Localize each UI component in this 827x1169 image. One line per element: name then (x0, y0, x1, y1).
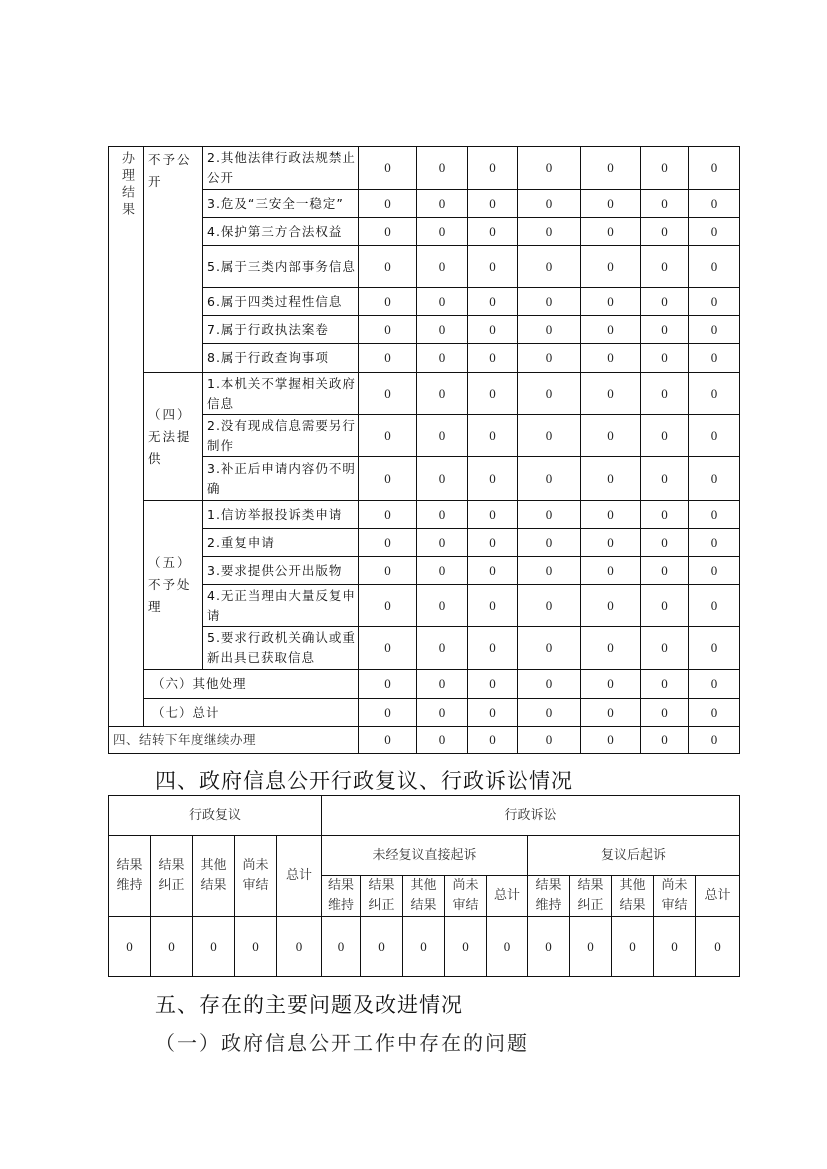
value-cell: 0 (640, 372, 689, 415)
row-label: 3.补正后申请内容仍不明确 (202, 456, 359, 501)
value-cell: 0 (580, 146, 641, 190)
section-4-title: 四、政府信息公开行政复议、行政诉讼情况 (155, 769, 573, 793)
value-cell: 0 (580, 287, 641, 316)
value-cell: 0 (640, 500, 689, 529)
value-cell: 0 (640, 315, 689, 344)
value-cell: 0 (358, 414, 417, 457)
value-cell: 0 (416, 528, 468, 557)
carryover-label: 四、结转下年度继续办理 (108, 726, 359, 754)
value-cell: 0 (580, 343, 641, 373)
value-cell: 0 (580, 726, 641, 754)
value-cell: 0 (517, 626, 581, 670)
value-cell: 0 (580, 556, 641, 585)
row-label: 2.其他法律行政法规禁止公开 (202, 146, 359, 190)
value-cell: 0 (358, 528, 417, 557)
value-cell: 0 (416, 500, 468, 529)
row-label: 3.危及“三安全一稳定” (202, 189, 359, 218)
summary-row-label: （七）总计 (143, 698, 359, 727)
value-cell: 0 (517, 414, 581, 457)
value-cell: 0 (580, 626, 641, 670)
value-cell: 0 (688, 500, 740, 529)
value-cell: 0 (695, 916, 740, 977)
value-cell: 0 (517, 217, 581, 246)
section-5-title: 五、存在的主要问题及改进情况 (155, 993, 463, 1017)
value-cell: 0 (416, 189, 468, 218)
value-cell: 0 (640, 626, 689, 670)
group-label-cell (108, 146, 144, 727)
value-cell: 0 (467, 146, 518, 190)
litigation-subheader: 其他结果 (402, 875, 445, 917)
value-cell: 0 (688, 245, 740, 288)
value-cell: 0 (358, 189, 417, 218)
value-cell: 0 (467, 500, 518, 529)
value-cell: 0 (108, 916, 151, 977)
row-label: 4.无正当理由大量反复申请 (202, 584, 359, 627)
value-cell: 0 (321, 916, 361, 977)
value-cell: 0 (358, 287, 417, 316)
value-cell: 0 (416, 146, 468, 190)
value-cell: 0 (467, 698, 518, 727)
value-cell: 0 (640, 414, 689, 457)
row-label: 5.属于三类内部事务信息 (202, 245, 359, 288)
value-cell: 0 (517, 456, 581, 501)
row-label: 2.没有现成信息需要另行制作 (202, 414, 359, 457)
value-cell: 0 (444, 916, 487, 977)
review-subheader: 结果纠正 (150, 835, 193, 917)
section-label-1: （四）无法提供 (143, 372, 203, 501)
review-subheader: 尚未审结 (234, 835, 277, 917)
value-cell: 0 (416, 698, 468, 727)
value-cell: 0 (640, 217, 689, 246)
litigation-subheader: 尚未审结 (653, 875, 696, 917)
value-cell: 0 (467, 372, 518, 415)
value-cell: 0 (653, 916, 696, 977)
section-label-0: 不予公开 (143, 146, 203, 373)
value-cell: 0 (688, 315, 740, 344)
value-cell: 0 (416, 372, 468, 415)
value-cell: 0 (688, 372, 740, 415)
row-label: 1.信访举报投诉类申请 (202, 500, 359, 529)
value-cell: 0 (234, 916, 277, 977)
value-cell: 0 (688, 698, 740, 727)
value-cell: 0 (358, 456, 417, 501)
value-cell: 0 (688, 669, 740, 699)
value-cell: 0 (467, 528, 518, 557)
value-cell: 0 (416, 287, 468, 316)
value-cell: 0 (688, 343, 740, 373)
value-cell: 0 (402, 916, 445, 977)
value-cell: 0 (360, 916, 403, 977)
value-cell: 0 (467, 245, 518, 288)
value-cell: 0 (276, 916, 322, 977)
value-cell: 0 (580, 414, 641, 457)
value-cell: 0 (416, 315, 468, 344)
value-cell: 0 (192, 916, 235, 977)
row-label: 6.属于四类过程性信息 (202, 287, 359, 316)
litigation-subheader: 其他结果 (611, 875, 654, 917)
value-cell: 0 (688, 189, 740, 218)
value-cell: 0 (416, 245, 468, 288)
value-cell: 0 (358, 217, 417, 246)
value-cell: 0 (640, 528, 689, 557)
value-cell: 0 (688, 456, 740, 501)
value-cell: 0 (640, 669, 689, 699)
direct-suit-header: 未经复议直接起诉 (321, 835, 528, 876)
value-cell: 0 (467, 556, 518, 585)
value-cell: 0 (517, 726, 581, 754)
litigation-header: 行政诉讼 (321, 795, 740, 836)
value-cell: 0 (517, 500, 581, 529)
section-label-2: （五）不予处理 (143, 500, 203, 670)
value-cell: 0 (580, 372, 641, 415)
value-cell: 0 (358, 146, 417, 190)
value-cell: 0 (416, 584, 468, 627)
value-cell: 0 (358, 372, 417, 415)
value-cell: 0 (580, 500, 641, 529)
group-label: 办理结果 (119, 151, 134, 219)
value-cell: 0 (688, 528, 740, 557)
value-cell: 0 (517, 245, 581, 288)
value-cell: 0 (358, 245, 417, 288)
value-cell: 0 (467, 217, 518, 246)
value-cell: 0 (416, 556, 468, 585)
value-cell: 0 (358, 726, 417, 754)
value-cell: 0 (416, 456, 468, 501)
value-cell: 0 (467, 287, 518, 316)
value-cell: 0 (688, 217, 740, 246)
value-cell: 0 (358, 669, 417, 699)
value-cell: 0 (467, 726, 518, 754)
row-label: 1.本机关不掌握相关政府信息 (202, 372, 359, 415)
litigation-subheader: 结果维持 (321, 875, 361, 917)
value-cell: 0 (569, 916, 612, 977)
value-cell: 0 (580, 456, 641, 501)
value-cell: 0 (467, 414, 518, 457)
review-subheader: 其他结果 (192, 835, 235, 917)
litigation-subheader: 结果纠正 (569, 875, 612, 917)
value-cell: 0 (416, 217, 468, 246)
row-label: 7.属于行政执法案卷 (202, 315, 359, 344)
value-cell: 0 (527, 916, 570, 977)
value-cell: 0 (640, 726, 689, 754)
value-cell: 0 (517, 669, 581, 699)
section-5-subtitle: （一）政府信息公开工作中存在的问题 (155, 1031, 529, 1055)
value-cell: 0 (640, 146, 689, 190)
value-cell: 0 (517, 189, 581, 218)
value-cell: 0 (358, 343, 417, 373)
value-cell: 0 (358, 556, 417, 585)
value-cell: 0 (640, 584, 689, 627)
value-cell: 0 (150, 916, 193, 977)
after-review-suit-header: 复议后起诉 (527, 835, 740, 876)
value-cell: 0 (416, 414, 468, 457)
litigation-subheader: 结果维持 (527, 875, 570, 917)
value-cell: 0 (688, 626, 740, 670)
value-cell: 0 (517, 287, 581, 316)
row-label: 2.重复申请 (202, 528, 359, 557)
value-cell: 0 (688, 556, 740, 585)
value-cell: 0 (580, 528, 641, 557)
value-cell: 0 (486, 916, 528, 977)
value-cell: 0 (517, 146, 581, 190)
value-cell: 0 (580, 315, 641, 344)
value-cell: 0 (640, 698, 689, 727)
value-cell: 0 (640, 189, 689, 218)
value-cell: 0 (467, 189, 518, 218)
value-cell: 0 (467, 626, 518, 670)
value-cell: 0 (580, 189, 641, 218)
value-cell: 0 (688, 414, 740, 457)
value-cell: 0 (416, 669, 468, 699)
value-cell: 0 (517, 343, 581, 373)
value-cell: 0 (688, 146, 740, 190)
value-cell: 0 (467, 669, 518, 699)
value-cell: 0 (517, 556, 581, 585)
value-cell: 0 (416, 343, 468, 373)
review-subheader: 结果维持 (108, 835, 151, 917)
value-cell: 0 (467, 584, 518, 627)
value-cell: 0 (467, 343, 518, 373)
value-cell: 0 (467, 315, 518, 344)
value-cell: 0 (580, 669, 641, 699)
summary-row-label: （六）其他处理 (143, 669, 359, 699)
litigation-subheader: 尚未审结 (444, 875, 487, 917)
row-label: 3.要求提供公开出版物 (202, 556, 359, 585)
value-cell: 0 (580, 698, 641, 727)
value-cell: 0 (358, 315, 417, 344)
value-cell: 0 (517, 315, 581, 344)
row-label: 5.要求行政机关确认或重新出具已获取信息 (202, 626, 359, 670)
value-cell: 0 (688, 726, 740, 754)
value-cell: 0 (358, 698, 417, 727)
value-cell: 0 (517, 528, 581, 557)
value-cell: 0 (517, 698, 581, 727)
value-cell: 0 (416, 726, 468, 754)
value-cell: 0 (640, 245, 689, 288)
litigation-subheader: 总计 (486, 875, 528, 917)
value-cell: 0 (517, 372, 581, 415)
review-subheader: 总计 (276, 835, 322, 917)
litigation-subheader: 总计 (695, 875, 740, 917)
value-cell: 0 (640, 287, 689, 316)
value-cell: 0 (640, 343, 689, 373)
value-cell: 0 (688, 287, 740, 316)
value-cell: 0 (611, 916, 654, 977)
value-cell: 0 (640, 556, 689, 585)
value-cell: 0 (517, 584, 581, 627)
value-cell: 0 (580, 217, 641, 246)
value-cell: 0 (358, 500, 417, 529)
value-cell: 0 (358, 626, 417, 670)
review-header: 行政复议 (108, 795, 322, 836)
row-label: 4.保护第三方合法权益 (202, 217, 359, 246)
row-label: 8.属于行政查询事项 (202, 343, 359, 373)
litigation-subheader: 结果纠正 (360, 875, 403, 917)
value-cell: 0 (467, 456, 518, 501)
value-cell: 0 (358, 584, 417, 627)
value-cell: 0 (580, 245, 641, 288)
value-cell: 0 (640, 456, 689, 501)
value-cell: 0 (416, 626, 468, 670)
value-cell: 0 (688, 584, 740, 627)
value-cell: 0 (580, 584, 641, 627)
